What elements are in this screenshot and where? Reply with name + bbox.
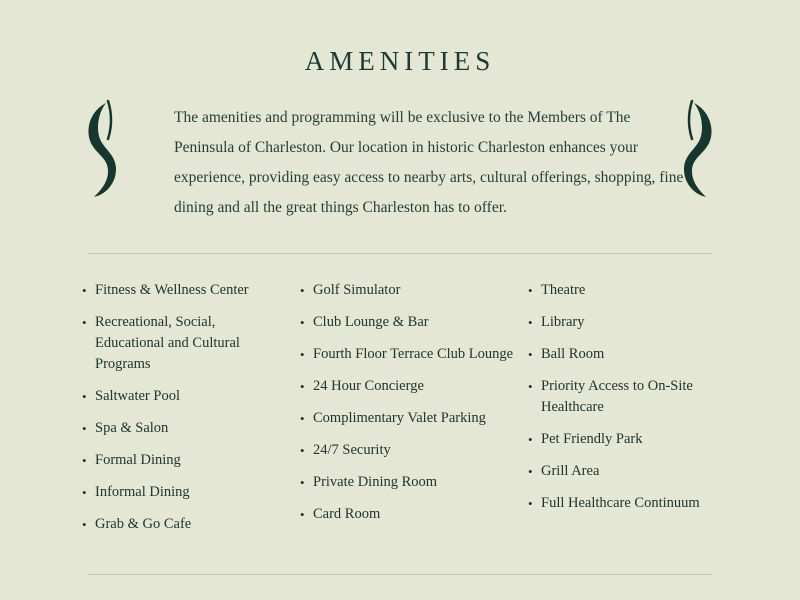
flourish-ornament-right-icon — [676, 97, 722, 207]
amenities-columns — [82, 280, 718, 546]
list-item: • Informal Dining — [82, 482, 288, 503]
divider-bottom — [88, 574, 712, 575]
list-item: • Fourth Floor Terrace Club Lounge — [300, 344, 516, 365]
list-item: • Priority Access to On-Site Healthcare — [528, 376, 718, 418]
list-item: • Saltwater Pool — [82, 386, 288, 407]
list-item: • Club Lounge & Bar — [300, 312, 516, 333]
list-item: • 24 Hour Concierge — [300, 376, 516, 397]
list-item: • Ball Room — [528, 344, 718, 365]
list-item: • Library — [528, 312, 718, 333]
list-item: • Fitness & Wellness Center — [82, 280, 288, 301]
list-item: • Pet Friendly Park — [528, 429, 718, 450]
list-item: • Card Room — [300, 504, 516, 525]
divider-top — [88, 253, 712, 254]
list-item: • Complimentary Valet Parking — [300, 408, 516, 429]
amenities-column-1 — [82, 280, 288, 546]
list-item: • Full Healthcare Continuum — [528, 493, 718, 514]
list-item: • Private Dining Room — [300, 472, 516, 493]
intro-section — [0, 103, 800, 223]
flourish-ornament-left-icon — [78, 97, 124, 207]
amenities-column-2 — [300, 280, 516, 546]
list-item: • 24/7 Security — [300, 440, 516, 461]
page-title: AMENITIES — [304, 46, 496, 76]
list-item: • Spa & Salon — [82, 418, 288, 439]
list-item: • Golf Simulator — [300, 280, 516, 301]
list-item: • Formal Dining — [82, 450, 288, 471]
intro-paragraph: The amenities and programming will be exclusive to the Members of The Peninsula of Charleston. Our location in historic Charleston enhances your experience, providing easy access to nearby arts, cultural offerings, shopping, fine dining and all the great things Charleston has to offer. — [174, 109, 684, 216]
list-item: • Grab & Go Cafe — [82, 514, 288, 535]
list-item: • Recreational, Social, Educational and Cultural Programs — [82, 312, 288, 375]
list-item: • Theatre — [528, 280, 718, 301]
amenities-column-3 — [528, 280, 718, 546]
list-item: • Grill Area — [528, 461, 718, 482]
